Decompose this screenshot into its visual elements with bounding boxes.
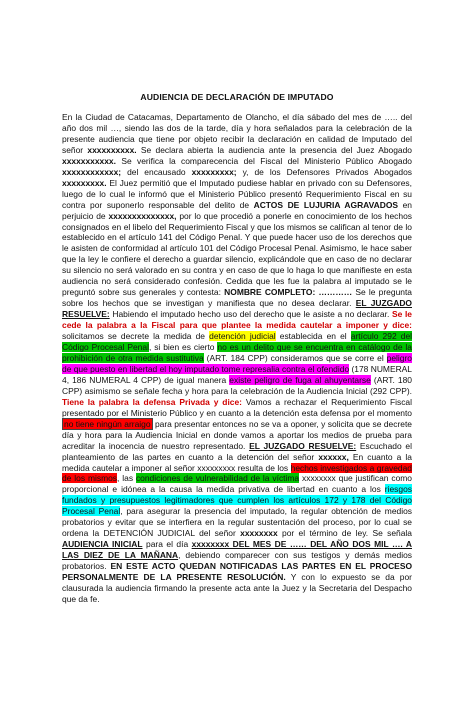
text-segment: El Juez permitió que el Imputado pudiese hablar en privado con su Defensores, luego de lo cual le informó que el Ministerio Público presentó Requerimiento Fiscal en su contra por suponerlo responsable del delito de <box>62 177 412 210</box>
text-segment: xxxxxxxx que justifican como proporcional e idónea a la causa la medida privativa de libertad en cuanto a los <box>62 473 412 495</box>
formatted-text-segment: Se le cede la palabra a la Fiscal para que plantee la medida cautelar a imponer y dice: <box>62 309 412 331</box>
formatted-text-segment: xxxxxxxxx. <box>62 177 107 188</box>
text-segment: por lo que procedió a ponerle en conocimiento de los hechos consignados en el libelo del Requerimiento Fiscal y que los mismos se califican al tenor de lo establecido en el artículo 141 del Código Penal. Y que puede hacer uso de los derechos que le asisten de conformidad al artículo 101 del Código Procesal Penal. Asimismo, le hace saber que la ley le confiere el derecho a guardar silencio, explicándole que en caso de no declarar su silencio no será valorado en su contra y en caso de que lo haga lo que manifieste en esta audiencia no será considerado confesión. Cedida que les fue la palabra al imputado se le preguntó sobre sus generales y contesta: <box>62 210 413 298</box>
formatted-text-segment: peligro de que puesto en libertad el hoy imputado tome represalia contra el ofendido <box>62 352 412 374</box>
text-segment: establecida en el <box>275 331 351 342</box>
text-segment: Se verifica la comparecencia del Fiscal del Ministerio Público Abogado <box>115 155 412 166</box>
text-segment: En cuanto a la medida cautelar a imponer al señor xxxxxxxxx resulta de los <box>62 451 412 473</box>
formatted-text-segment: xxxxxx, <box>318 451 349 462</box>
formatted-text-segment: condiciones de vulnerabilidad de la víctima <box>135 473 300 484</box>
formatted-text-segment: xxxxxxxxxxx. <box>62 155 116 166</box>
formatted-text-segment: xxxxxxxx <box>240 528 278 539</box>
formatted-text-segment: xxxxxxxxx; <box>191 166 237 177</box>
formatted-text-segment: EL JUZGADO RESUELVE: <box>249 440 357 451</box>
text-segment: del encausado <box>121 166 192 177</box>
formatted-text-segment: hechos investigados a gravedad de los mismos <box>62 462 412 484</box>
text-segment: En la Ciudad de Catacamas, Departamento de Olancho, el día sábado del mes de ….. del año dos mil …, siendo las dos de la tarde, día y hora señalados para la celebración de la presente audiencia que tiene por objeto recibir la declaración en calidad de Imputado del señor <box>62 112 412 155</box>
text-segment: Y con lo expuesto se da por clausurada la audiencia firmando la presente acta ante la Juez y la Secretaria del Despacho que da fe. <box>62 572 412 604</box>
text-segment: en perjuicio de <box>62 199 412 221</box>
text-segment: Se declara abierta la audiencia ante la presencia del Juez Abogado <box>136 144 412 155</box>
formatted-text-segment: riesgos fundados y presupuestos legitimadores que cumplen los artículos 172 y 178 del Código Procesal Penal <box>62 484 412 517</box>
text-segment: (178 NUMERAL 4, 186 NUMERAL 4 CPP) de igual manera <box>62 363 412 385</box>
formatted-text-segment: Tiene la palabra la defensa Privada y dice: <box>62 396 242 407</box>
text-segment: , si bien es cierto <box>148 342 218 353</box>
formatted-text-segment: artículo 292 del Código Procesal Penal <box>62 331 413 353</box>
formatted-text-segment: xxxxxxxxxx. <box>87 144 137 155</box>
text-segment: Vamos a rechazar el Requerimiento Fiscal presentado por el Ministerio Público y en cuanto a la detención esta defensa por el momento <box>62 396 412 418</box>
text-segment: , las <box>117 473 136 484</box>
formatted-text-segment: existe peligro de fuga al ahuyentarse <box>229 374 371 385</box>
text-segment: (ART. 184 CPP) consideramos que se corre el <box>203 352 387 363</box>
text-segment: Se le pregunta sobre los hechos que se investigan y manifiesta que no desea declarar. <box>62 287 412 309</box>
text-segment: para el día <box>142 539 192 550</box>
formatted-text-segment: no tiene ningún arraigo <box>64 418 151 429</box>
formatted-text-segment: EL JUZGADO RESUELVE: <box>62 298 412 320</box>
text-segment: , para asegurar la presencia del imputado, la regular obtención de medios probatorios y evitar que se interfiera en la regular sustentación del proceso, por lo cual se ordena la DETENCIÓN JUDICIAL del señor <box>62 506 412 539</box>
text-segment: y, de los Defensores Privados Abogados <box>236 166 412 177</box>
text-segment: para presentar entonces no se va a oponer, y solicita que se decrete día y hora para la Audiencia Inicial en donde vamos a aportar los medios de prueba para acreditar la inocencia de nuestro representado. <box>62 418 412 451</box>
formatted-text-segment: detención judicial <box>209 331 276 342</box>
formatted-text-segment: no es un delito que se encuentra en catálogo de la prohibición de otra medida sustitutiva <box>62 342 412 363</box>
text-segment: Escuchado el planteamiento de las partes en cuanto a la detención del señor <box>62 440 412 462</box>
text-segment: (ART. 180 CPP) asimismo se señale fecha y hora para la celebración de la Audiencia Inicial (292 CPP). <box>62 374 413 396</box>
formatted-text-segment: ACTOS DE LUJURIA AGRAVADOS <box>253 199 399 210</box>
text-segment: Habiendo el imputado hecho uso del derecho que le asiste a no declarar. <box>109 309 392 320</box>
formatted-text-segment: xxxxxxxxxxxxxx, <box>108 210 177 221</box>
document-body <box>62 112 412 605</box>
text-segment: , debiendo comparecer con sus testigos y demás medios probatorios. <box>62 550 412 572</box>
formatted-text-segment: AUDIENCIA INICIAL <box>62 539 143 550</box>
formatted-text-segment: NOMBRE COMPLETO: ………… <box>224 287 353 298</box>
text-segment: por el término de ley. Se señala <box>277 528 412 539</box>
text-segment: solicitamos se decrete la medida de <box>62 331 210 342</box>
document-title: AUDIENCIA DE DECLARACIÓN DE IMPUTADO <box>140 92 334 102</box>
formatted-text-segment: EN ESTE ACTO QUEDAN NOTIFICADAS LAS PARTES EN EL PROCESO PERSONALMENTE DE LA PRESENTE RESOLUCIÓN. <box>62 561 413 583</box>
formatted-text-segment: xxxxxxxxxxxx; <box>62 166 122 177</box>
formatted-text-segment: xxxxxxxx DEL MES DE …… DEL AÑO DOS MIL …. A LAS DIEZ DE LA MAÑANA <box>62 539 412 561</box>
